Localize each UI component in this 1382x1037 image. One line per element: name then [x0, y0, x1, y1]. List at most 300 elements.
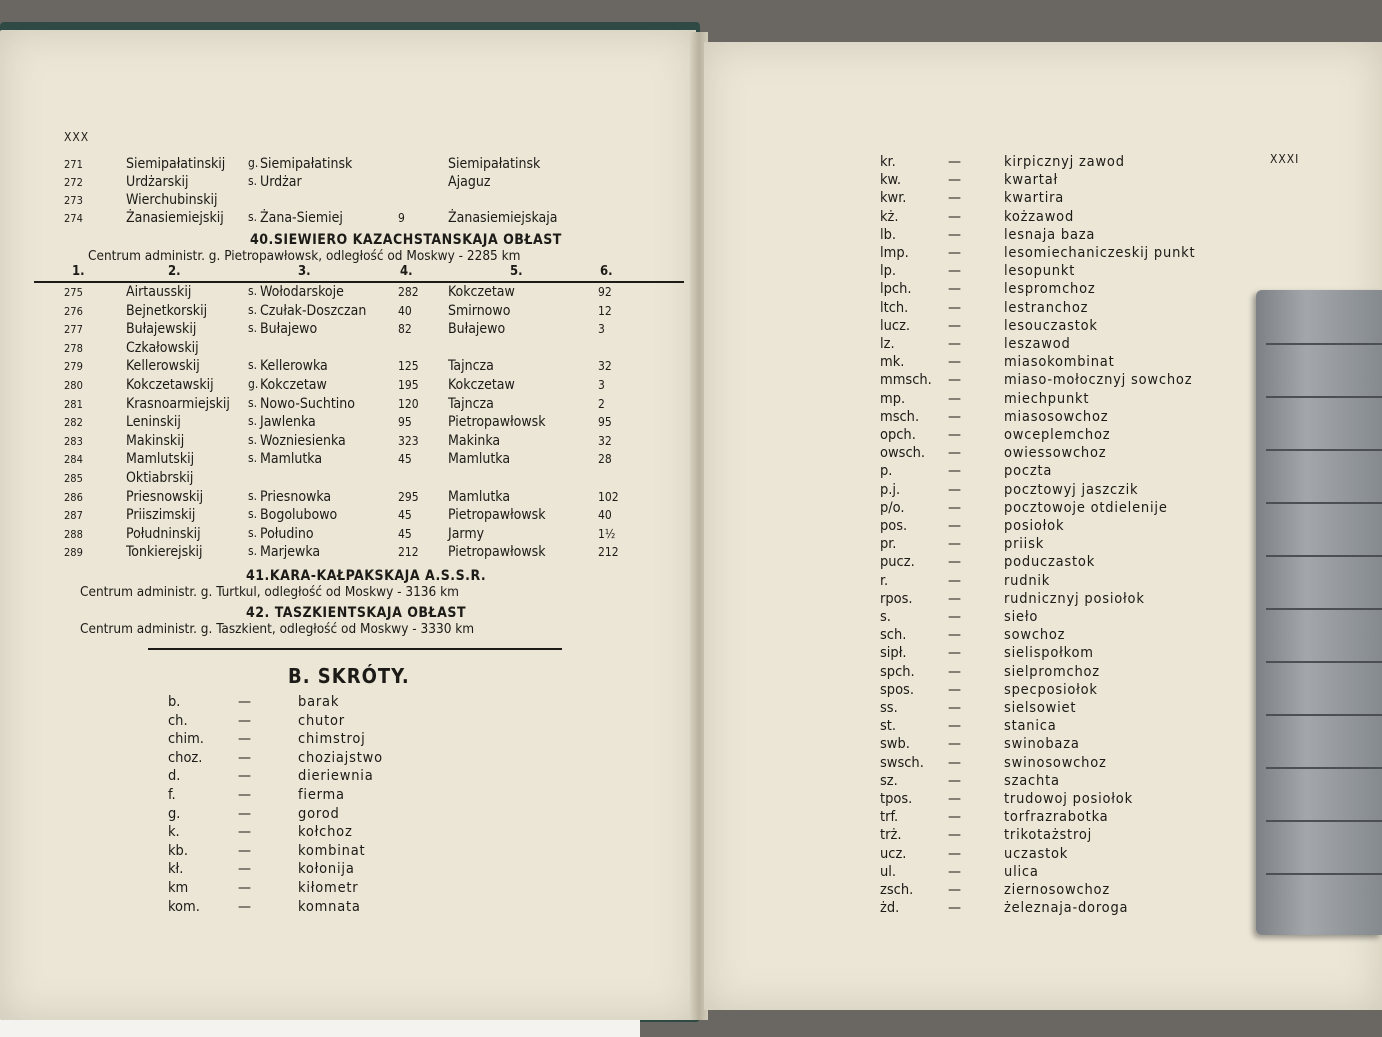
abbreviation-meaning: rudnik	[1004, 572, 1051, 589]
abbreviation: s.	[880, 609, 891, 625]
abbreviation-row	[168, 731, 668, 749]
abbreviation: lb.	[880, 226, 897, 243]
abbreviation-row	[168, 768, 668, 786]
distance-km: 32	[598, 433, 612, 448]
district-center: Połudino	[260, 525, 314, 542]
dash: —	[948, 882, 962, 898]
abbreviation-meaning: priisk	[1004, 536, 1045, 553]
district-name: Kellerowskij	[126, 358, 200, 375]
distance-km: 32	[598, 359, 612, 374]
district-center: Kokczetaw	[260, 377, 327, 393]
abbreviation: mk.	[880, 354, 905, 371]
district-name: Siemipałatinskij	[126, 156, 226, 172]
dash: —	[238, 749, 252, 766]
dash: —	[948, 845, 962, 862]
dash: —	[948, 390, 962, 407]
abbreviation: g.	[168, 805, 181, 822]
district-name: Oktiabrskij	[126, 470, 194, 486]
abbreviation: lmp.	[880, 245, 909, 261]
abbreviation: kł.	[168, 861, 184, 878]
table-row	[0, 544, 696, 562]
dash: —	[238, 824, 252, 841]
table-row	[0, 396, 696, 414]
column-number-6: 6.	[600, 264, 613, 279]
dash: —	[948, 700, 962, 716]
abbreviation-meaning: kwartira	[1004, 190, 1065, 207]
district-name: Kokczetawskij	[126, 377, 214, 393]
abbreviation-row	[168, 694, 668, 712]
abbreviation: ss.	[880, 700, 898, 716]
row-number: 275	[64, 286, 83, 299]
metal-stamp-block	[1256, 290, 1382, 935]
abbreviation: lpch.	[880, 281, 912, 298]
railway-station: Mamlutka	[448, 451, 511, 468]
distance-km: 92	[598, 285, 612, 299]
district-center: Marjewka	[260, 544, 321, 561]
dash: —	[948, 427, 962, 443]
dash: —	[948, 481, 962, 498]
section-41-title: 41.KARA-KAŁPAKSKAJA A.S.S.R.	[246, 568, 487, 584]
abbreviation-row	[168, 824, 668, 842]
railway-station: Bułajewo	[448, 321, 506, 338]
district-name: Południnskij	[126, 525, 201, 542]
abbreviation-meaning: lestranchoz	[1004, 299, 1089, 316]
railway-station: Żanasiemiejskaja	[448, 210, 558, 226]
district-name: Leninskij	[126, 414, 181, 431]
abbreviation: lucz.	[880, 317, 911, 334]
abbreviation-meaning: kołchoz	[298, 824, 353, 841]
abbreviation-meaning: kwartał	[1004, 172, 1058, 189]
row-number: 287	[64, 509, 83, 523]
abbreviation-meaning: uczastok	[1004, 845, 1069, 862]
district-name: Mamlutskij	[126, 451, 195, 468]
abbreviation-row	[880, 263, 1380, 281]
dash: —	[948, 281, 962, 298]
railway-station: Pietropawłowsk	[448, 507, 546, 524]
abbreviation-meaning: trudowoj posiołok	[1004, 791, 1133, 807]
row-number: 273	[64, 194, 83, 207]
center-prefix: s.	[248, 414, 258, 429]
abbreviation-meaning: swinobaza	[1004, 736, 1080, 753]
railway-station: Makinka	[448, 432, 501, 449]
abbreviation-row	[168, 787, 668, 805]
distance-from-center: 9	[398, 211, 405, 225]
abbreviation-meaning: specposiołok	[1004, 681, 1098, 698]
dash: —	[238, 731, 252, 748]
center-prefix: s.	[248, 432, 258, 447]
center-prefix: s.	[248, 395, 258, 410]
distance-from-center: 95	[398, 415, 412, 430]
center-prefix: s.	[248, 174, 258, 188]
abbreviation: p.j.	[880, 481, 901, 498]
abbreviation: km	[168, 880, 189, 896]
column-number-5: 5.	[510, 264, 523, 279]
distance-from-center: 295	[398, 489, 419, 504]
table-row	[0, 358, 696, 376]
abbreviation: kż.	[880, 208, 899, 225]
dash: —	[948, 645, 962, 662]
dash: —	[948, 754, 962, 771]
abbreviation: kwr.	[880, 190, 907, 207]
distance-km: 28	[598, 452, 612, 467]
dash: —	[948, 736, 962, 753]
dash: —	[948, 208, 962, 225]
district-center: Mamlutka	[260, 451, 323, 468]
abbreviation: trż.	[880, 827, 902, 844]
abbreviation: zsch.	[880, 882, 914, 898]
abbreviation-meaning: kirpicznyj zawod	[1004, 154, 1125, 170]
abbreviation-row	[168, 713, 668, 731]
abbreviation-meaning: lesomiechaniczeskij punkt	[1004, 245, 1196, 261]
abbreviation-meaning: posiołok	[1004, 518, 1065, 534]
abbreviation-meaning: miaso-mołocznyj sowchoz	[1004, 372, 1193, 389]
abbreviation: owsch.	[880, 445, 926, 462]
railway-station: Pietropawłowsk	[448, 414, 546, 431]
district-name: Priiszimskij	[126, 507, 196, 524]
railway-station: Tajncza	[448, 395, 494, 412]
abbreviation-meaning: choziajstwo	[298, 749, 383, 766]
abbreviation-meaning: torfrazrabotka	[1004, 809, 1109, 826]
district-name: Airtausskij	[126, 284, 192, 300]
dash: —	[948, 536, 962, 553]
row-number: 288	[64, 527, 83, 541]
distance-km: 95	[598, 415, 612, 430]
abbreviation: sipł.	[880, 645, 907, 662]
row-number: 278	[64, 341, 83, 355]
abbreviation-meaning: leszawod	[1004, 336, 1071, 352]
abbreviation-row	[168, 880, 668, 898]
abbreviation-meaning: chutor	[298, 712, 345, 729]
district-center: Urdżar	[260, 174, 302, 190]
distance-km: 3	[598, 322, 605, 337]
table-row	[0, 192, 696, 210]
district-name: Tonkierejskij	[126, 544, 203, 561]
table-row	[0, 526, 696, 544]
dash: —	[948, 791, 962, 807]
distance-km: 40	[598, 508, 612, 523]
stamp-segment-line	[1266, 396, 1382, 398]
abbreviation: pos.	[880, 518, 908, 534]
dash: —	[948, 718, 962, 735]
district-center: Priesnowka	[260, 488, 332, 505]
abbreviation-row	[880, 190, 1380, 208]
center-prefix: s.	[248, 358, 258, 373]
dash: —	[238, 768, 252, 785]
dash: —	[948, 627, 962, 644]
abbreviation: chim.	[168, 731, 204, 748]
railway-station: Tajncza	[448, 358, 494, 375]
abbreviation: msch.	[880, 408, 920, 425]
table-row	[0, 433, 696, 451]
abbreviation-meaning: pocztowoje otdielenije	[1004, 499, 1168, 516]
dash: —	[948, 518, 962, 534]
abbreviation: ucz.	[880, 845, 907, 862]
center-prefix: s.	[248, 302, 258, 317]
dash: —	[238, 805, 252, 822]
dash: —	[948, 809, 962, 826]
dash: —	[948, 463, 962, 480]
abbreviation: sch.	[880, 627, 907, 644]
abbreviation-meaning: trikotażstroj	[1004, 827, 1093, 844]
stamp-segment-line	[1266, 714, 1382, 716]
dash: —	[948, 317, 962, 334]
dash: —	[948, 772, 962, 789]
section-41-subtitle: Centrum administr. g. Turtkul, odległość od Moskwy - 3136 km	[80, 584, 459, 600]
dash: —	[238, 898, 252, 915]
column-number-2: 2.	[168, 264, 181, 279]
district-center: Wołodarskoje	[260, 284, 344, 300]
abbreviation: pucz.	[880, 554, 915, 571]
abbreviation-meaning: sieło	[1004, 609, 1039, 625]
table-row	[0, 156, 696, 174]
abbreviation-meaning: kożzawod	[1004, 208, 1075, 225]
distance-km: 12	[598, 303, 612, 318]
abbreviation: swb.	[880, 736, 910, 753]
district-center: Wozniesienka	[260, 432, 346, 449]
left-page	[0, 30, 696, 1020]
dash: —	[238, 712, 252, 729]
abbreviation: b.	[168, 694, 181, 710]
district-name: Makinskij	[126, 432, 185, 449]
railway-station: Kokczetaw	[448, 284, 515, 300]
dash: —	[238, 861, 252, 878]
stamp-segment-line	[1266, 343, 1382, 345]
abbreviation-meaning: sielispołkom	[1004, 645, 1094, 662]
dash: —	[238, 787, 252, 803]
abbreviation-meaning: miasosowchoz	[1004, 408, 1109, 425]
railway-station: Mamlutka	[448, 488, 511, 505]
abbreviation-row	[168, 861, 668, 879]
district-center: Bogolubowo	[260, 507, 338, 524]
row-number: 283	[64, 434, 83, 448]
district-name: Krasnoarmiejskij	[126, 395, 230, 412]
abbreviation-meaning: lesnaja baza	[1004, 226, 1096, 243]
abbreviation-meaning: swinosowchoz	[1004, 754, 1107, 771]
row-number: 277	[64, 323, 83, 337]
abbreviation: mmsch.	[880, 372, 932, 389]
abbreviation-row	[880, 154, 1380, 172]
abbreviation-meaning: żeleznaja-doroga	[1004, 900, 1129, 917]
abbreviation: rpos.	[880, 590, 913, 607]
abbreviation-meaning: poczta	[1004, 463, 1053, 480]
abbreviation: lp.	[880, 263, 897, 280]
dash: —	[948, 226, 962, 243]
row-number: 284	[64, 453, 83, 467]
abbreviation: ch.	[168, 712, 188, 729]
stamp-segment-line	[1266, 820, 1382, 822]
stamp-segment-line	[1266, 449, 1382, 451]
abbreviation-meaning: owceplemchoz	[1004, 427, 1111, 443]
table-row	[0, 210, 696, 228]
column-number-3: 3.	[298, 264, 311, 279]
dash: —	[948, 827, 962, 844]
abbreviation: p/o.	[880, 499, 905, 516]
dash: —	[948, 572, 962, 589]
dash: —	[948, 263, 962, 280]
railway-station: Smirnowo	[448, 302, 511, 319]
dash: —	[948, 445, 962, 462]
center-prefix: g.	[248, 156, 259, 170]
abbreviation-meaning: kiłometr	[298, 880, 359, 896]
abbreviation-row	[168, 806, 668, 824]
abbreviation-meaning: fierma	[298, 787, 345, 803]
abbreviation: st.	[880, 718, 897, 735]
dash: —	[238, 842, 252, 859]
abbreviation: swsch.	[880, 754, 924, 771]
district-center: Żana-Siemiej	[260, 210, 343, 226]
table-row	[0, 414, 696, 432]
stamp-segment-line	[1266, 555, 1382, 557]
center-prefix: s.	[248, 507, 258, 522]
dash: —	[948, 663, 962, 680]
district-center: Jawlenka	[260, 414, 316, 431]
abbreviation: żd.	[880, 900, 900, 917]
railway-station: Siemipałatinsk	[448, 156, 541, 172]
district-center: Kellerowka	[260, 358, 328, 375]
abbreviation: kom.	[168, 898, 200, 915]
row-number: 276	[64, 304, 83, 318]
distance-from-center: 120	[398, 396, 419, 411]
table-row	[0, 507, 696, 525]
district-center: Czułak-Doszczan	[260, 302, 367, 319]
dash: —	[948, 190, 962, 207]
table-rule	[34, 281, 684, 283]
dash: —	[948, 900, 962, 917]
center-prefix: s.	[248, 451, 258, 466]
table-row	[0, 489, 696, 507]
dash: —	[948, 408, 962, 425]
abbreviation-meaning: owiessowchoz	[1004, 445, 1107, 462]
distance-from-center: 195	[398, 378, 419, 392]
abbreviation-row	[168, 899, 668, 917]
abbreviation-meaning: stanica	[1004, 718, 1057, 735]
district-name: Bejnetkorskij	[126, 302, 208, 319]
abbreviation-meaning: kombinat	[298, 842, 366, 859]
abbreviation-meaning: miechpunkt	[1004, 390, 1090, 407]
dash: —	[948, 590, 962, 607]
table-row	[0, 340, 696, 358]
abbreviation-meaning: ulica	[1004, 863, 1039, 880]
abbreviation-row	[880, 245, 1380, 263]
dash: —	[948, 609, 962, 625]
table-row	[0, 377, 696, 395]
distance-from-center: 45	[398, 526, 412, 541]
section-40-title: 40.SIEWIERO KAZACHSTANSKAJA OBŁAST	[250, 232, 562, 248]
center-prefix: g.	[248, 377, 259, 391]
center-prefix: s.	[248, 321, 258, 336]
stamp-segment-line	[1266, 608, 1382, 610]
center-prefix: s.	[248, 284, 258, 298]
center-prefix: s.	[248, 210, 258, 224]
abbreviation: d.	[168, 768, 181, 785]
abbreviation-meaning: lesopunkt	[1004, 263, 1076, 280]
ornament-rule	[148, 648, 562, 650]
abbreviation-meaning: sielpromchoz	[1004, 663, 1100, 680]
abbreviation: kb.	[168, 842, 188, 859]
abbreviation-row	[880, 227, 1380, 245]
railway-station: Jarmy	[448, 525, 485, 542]
page-number-right: XXXI	[1270, 152, 1300, 166]
section-42-subtitle: Centrum administr. g. Taszkient, odległość od Moskwy - 3330 km	[80, 621, 475, 637]
table-row	[0, 284, 696, 302]
distance-from-center: 82	[398, 322, 412, 337]
column-number-4: 4.	[400, 264, 413, 279]
distance-km: 212	[598, 545, 619, 560]
dash: —	[948, 154, 962, 170]
district-center: Bułajewo	[260, 321, 318, 338]
abbreviation: r.	[880, 572, 889, 589]
abbreviation: f.	[168, 787, 176, 803]
stamp-segment-line	[1266, 767, 1382, 769]
abbreviation: k.	[168, 824, 180, 841]
dash: —	[948, 554, 962, 571]
distance-km: 1½	[598, 526, 616, 541]
skroty-title: B. SKRÓTY.	[288, 664, 410, 688]
abbreviation-meaning: rudnicznyj posiołok	[1004, 590, 1145, 607]
abbreviation-row	[880, 172, 1380, 190]
abbreviation: kw.	[880, 172, 902, 189]
dash: —	[948, 499, 962, 516]
abbreviation: kr.	[880, 154, 896, 170]
table-row	[0, 470, 696, 488]
railway-station: Ajaguz	[448, 174, 491, 190]
district-name: Urdżarskij	[126, 174, 189, 190]
abbreviation-meaning: chimstroj	[298, 731, 366, 748]
center-prefix: s.	[248, 488, 258, 503]
abbreviation-meaning: sowchoz	[1004, 627, 1066, 644]
abbreviation: mp.	[880, 390, 906, 407]
abbreviation-meaning: sielsowiet	[1004, 700, 1077, 716]
table-row	[0, 174, 696, 192]
table-row	[0, 321, 696, 339]
row-number: 280	[64, 379, 83, 392]
abbreviation: ltch.	[880, 299, 909, 316]
abbreviation: trf.	[880, 809, 899, 826]
dash: —	[948, 336, 962, 352]
center-prefix: s.	[248, 544, 258, 559]
abbreviation-meaning: dieriewnia	[298, 768, 374, 785]
abbreviation-meaning: szachta	[1004, 772, 1060, 789]
district-name: Priesnowskij	[126, 488, 204, 505]
row-number: 281	[64, 397, 83, 411]
stamp-segment-line	[1266, 661, 1382, 663]
distance-from-center: 125	[398, 359, 419, 374]
distance-km: 102	[598, 489, 619, 504]
abbreviation-meaning: komnata	[298, 898, 361, 915]
abbreviation: pr.	[880, 536, 897, 553]
abbreviation-row	[168, 750, 668, 768]
section-42-title: 42. TASZKIENTSKAJA OBŁAST	[246, 605, 467, 621]
stamp-segment-line	[1266, 873, 1382, 875]
distance-from-center: 323	[398, 433, 419, 448]
abbreviation: sz.	[880, 772, 898, 789]
railway-station: Pietropawłowsk	[448, 544, 546, 561]
distance-km: 2	[598, 396, 605, 411]
district-name: Czkałowskij	[126, 339, 199, 356]
section-40-subtitle: Centrum administr. g. Pietropawłowsk, odległość od Moskwy - 2285 km	[88, 248, 521, 264]
abbreviation-meaning: miasokombinat	[1004, 354, 1115, 371]
dash: —	[948, 354, 962, 371]
abbreviation: spos.	[880, 681, 914, 698]
distance-from-center: 45	[398, 452, 412, 467]
table-row	[0, 303, 696, 321]
abbreviation: spch.	[880, 663, 915, 680]
district-name: Wierchubinskij	[126, 192, 218, 208]
row-number: 289	[64, 546, 83, 560]
distance-km: 3	[598, 378, 605, 392]
dash: —	[948, 172, 962, 189]
distance-from-center: 45	[398, 508, 412, 523]
